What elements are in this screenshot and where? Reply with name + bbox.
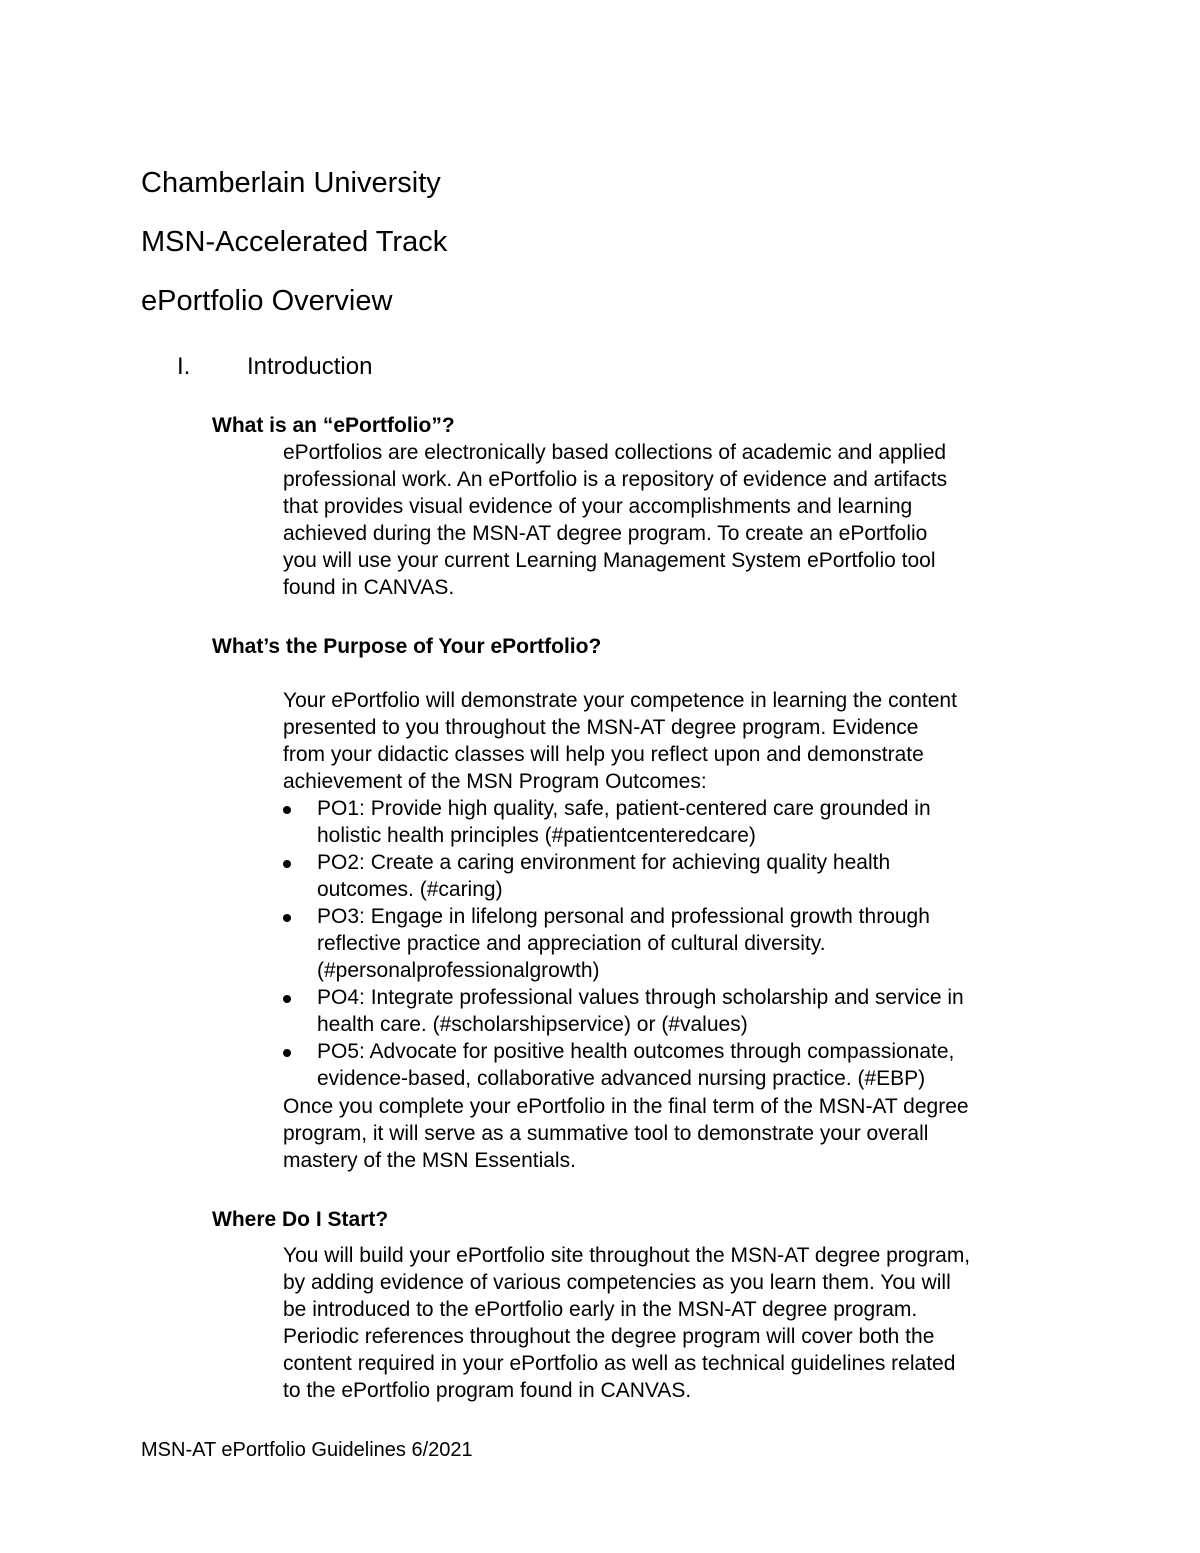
list-item-line: (#personalprofessionalgrowth): [317, 959, 600, 982]
paragraph-line: found in CANVAS.: [283, 576, 455, 599]
bullet-icon: [283, 806, 291, 814]
paragraph-line: content required in your ePortfolio as well as technical guidelines related: [283, 1352, 956, 1375]
bullet-icon: [283, 914, 291, 922]
purpose-heading: What’s the Purpose of Your ePortfolio?: [212, 635, 602, 658]
list-item: [283, 849, 1073, 903]
where-start-paragraph: [283, 1242, 1073, 1404]
list-item-line: PO2: Create a caring environment for achieving quality health: [317, 851, 891, 874]
what-is-heading: What is an “ePortfolio”?: [212, 414, 455, 437]
purpose-intro-paragraph: [283, 687, 1073, 795]
paragraph-line: Your ePortfolio will demonstrate your competence in learning the content: [283, 689, 957, 712]
list-item-line: PO4: Integrate professional values through scholarship and service in: [317, 986, 964, 1009]
document-title-topic: ePortfolio Overview: [141, 285, 393, 317]
list-item-line: holistic health principles (#patientcenteredcare): [317, 824, 756, 847]
paragraph-line: achievement of the MSN Program Outcomes:: [283, 770, 707, 793]
list-item: [283, 984, 1073, 1038]
paragraph-line: achieved during the MSN-AT degree program. To create an ePortfolio: [283, 522, 928, 545]
paragraph-line: program, it will serve as a summative tool to demonstrate your overall: [283, 1122, 929, 1145]
where-start-heading: Where Do I Start?: [212, 1208, 389, 1231]
document-title-institution: Chamberlain University: [141, 167, 441, 199]
paragraph-line: to the ePortfolio program found in CANVAS.: [283, 1379, 692, 1402]
paragraph-line: presented to you throughout the MSN-AT degree program. Evidence: [283, 716, 919, 739]
list-item: [283, 903, 1073, 984]
what-is-paragraph: [283, 439, 1073, 601]
list-item-line: health care. (#scholarshipservice) or (#values): [317, 1013, 748, 1036]
bullet-icon: [283, 995, 291, 1003]
paragraph-line: you will use your current Learning Management System ePortfolio tool: [283, 549, 936, 572]
paragraph-line: Periodic references throughout the degree program will cover both the: [283, 1325, 935, 1348]
paragraph-line: from your didactic classes will help you reflect upon and demonstrate: [283, 743, 924, 766]
program-outcomes-list: [283, 795, 1073, 1092]
list-item-line: outcomes. (#caring): [317, 878, 503, 901]
paragraph-line: by adding evidence of various competencies as you learn them. You will: [283, 1271, 951, 1294]
paragraph-line: be introduced to the ePortfolio early in the MSN-AT degree program.: [283, 1298, 918, 1321]
list-item-line: PO3: Engage in lifelong personal and professional growth through: [317, 905, 930, 928]
list-item-line: PO5: Advocate for positive health outcomes through compassionate,: [317, 1040, 955, 1063]
list-item-line: reflective practice and appreciation of cultural diversity.: [317, 932, 826, 955]
paragraph-line: professional work. An ePortfolio is a repository of evidence and artifacts: [283, 468, 948, 491]
document-title-program: MSN-Accelerated Track: [141, 226, 448, 258]
section-title: Introduction: [247, 353, 373, 380]
page-footer: MSN-AT ePortfolio Guidelines 6/2021: [141, 1439, 473, 1461]
purpose-closing-paragraph: [283, 1093, 1073, 1174]
section-number: I.: [177, 353, 191, 380]
list-item: [283, 1038, 1073, 1092]
paragraph-line: Once you complete your ePortfolio in the final term of the MSN-AT degree: [283, 1095, 969, 1118]
bullet-icon: [283, 1049, 291, 1057]
paragraph-line: You will build your ePortfolio site throughout the MSN-AT degree program,: [283, 1244, 971, 1267]
list-item-line: PO1: Provide high quality, safe, patient-centered care grounded in: [317, 797, 931, 820]
paragraph-line: mastery of the MSN Essentials.: [283, 1149, 576, 1172]
list-item-line: evidence-based, collaborative advanced nursing practice. (#EBP): [317, 1067, 926, 1090]
paragraph-line: ePortfolios are electronically based collections of academic and applied: [283, 441, 947, 464]
list-item: [283, 795, 1073, 849]
paragraph-line: that provides visual evidence of your accomplishments and learning: [283, 495, 913, 518]
bullet-icon: [283, 860, 291, 868]
